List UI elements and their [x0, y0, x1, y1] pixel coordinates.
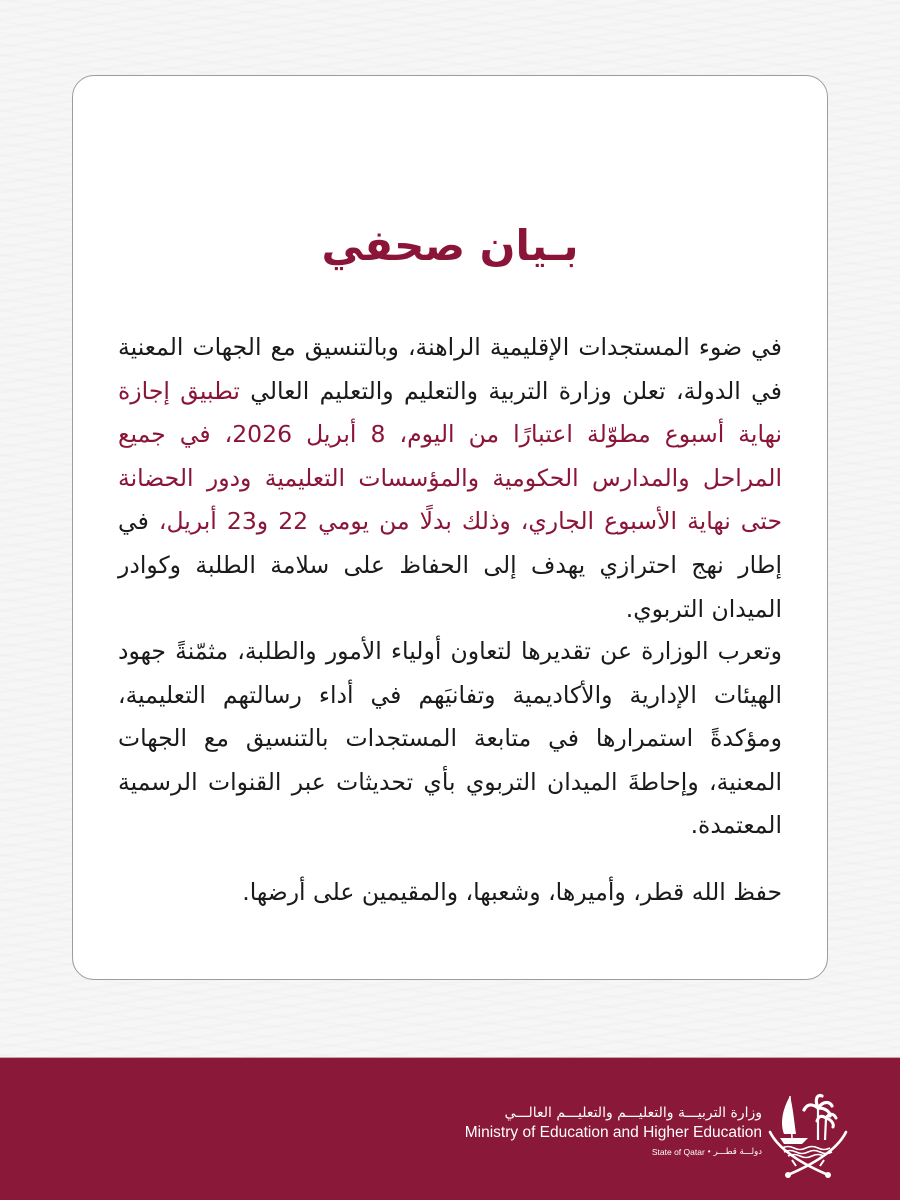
qatar-state-emblem-icon — [768, 1088, 848, 1180]
state-label — [465, 1145, 762, 1159]
separator-dot: • — [707, 1147, 711, 1156]
statement-paragraph-2: وتعرب الوزارة عن تقديرها لتعاون أولياء الأمور والطلبة، مثمّنةً جهود الهيئات الإدارية والأكاديمية وتفانيَهم في أداء رسالتهم التعليمية، ومؤكدةً استمرارها في متابعة المستجدات بالتنسيق مع الجهات المعنية، وإحاطةَ الميدان التربوي بأي تحديثات عبر القنوات الرسمية المعتمدة. — [118, 637, 782, 840]
statement-closing: حفظ الله قطر، وأميرها، وشعبها، والمقيمين على أرضها. — [242, 878, 782, 906]
state-name-english: State of Qatar — [651, 1147, 705, 1157]
ministry-name-english: Ministry of Education and Higher Education — [464, 1124, 762, 1141]
state-name-arabic: دولـــة قطـــر — [713, 1147, 762, 1157]
statement-paragraph-1 — [118, 326, 782, 631]
paragraph-1-intro: في ضوء المستجدات الإقليمية الراهنة، وبالتنسيق مع الجهات المعنية في الدولة، تعلن وزارة التربية والتعليم والتعليم العالي — [118, 333, 782, 405]
footer-banner — [0, 1057, 900, 1200]
ministry-name-arabic: وزارة التربيـــة والتعليـــم والتعليـــم العالـــي — [504, 1105, 762, 1121]
ministry-logo-text — [465, 1104, 762, 1159]
paragraph-1-highlight: تطبيق إجازة نهاية أسبوع مطوّلة اعتبارًا من اليوم، 8 أبريل 2026، في جميع المراحل والمدارس الحكومية والمؤسسات التعليمية ودور الحضانة حتى نهاية الأسبوع الجاري، وذلك بدلًا من يومي 22 و23 أبريل، — [118, 376, 782, 536]
paragraph-1-outro: في إطار نهج احترازي يهدف إلى الحفاظ على سلامة الطلبة وكوادر الميدان التربوي. — [118, 507, 782, 623]
page-title: بـيان صحفي — [321, 221, 579, 270]
